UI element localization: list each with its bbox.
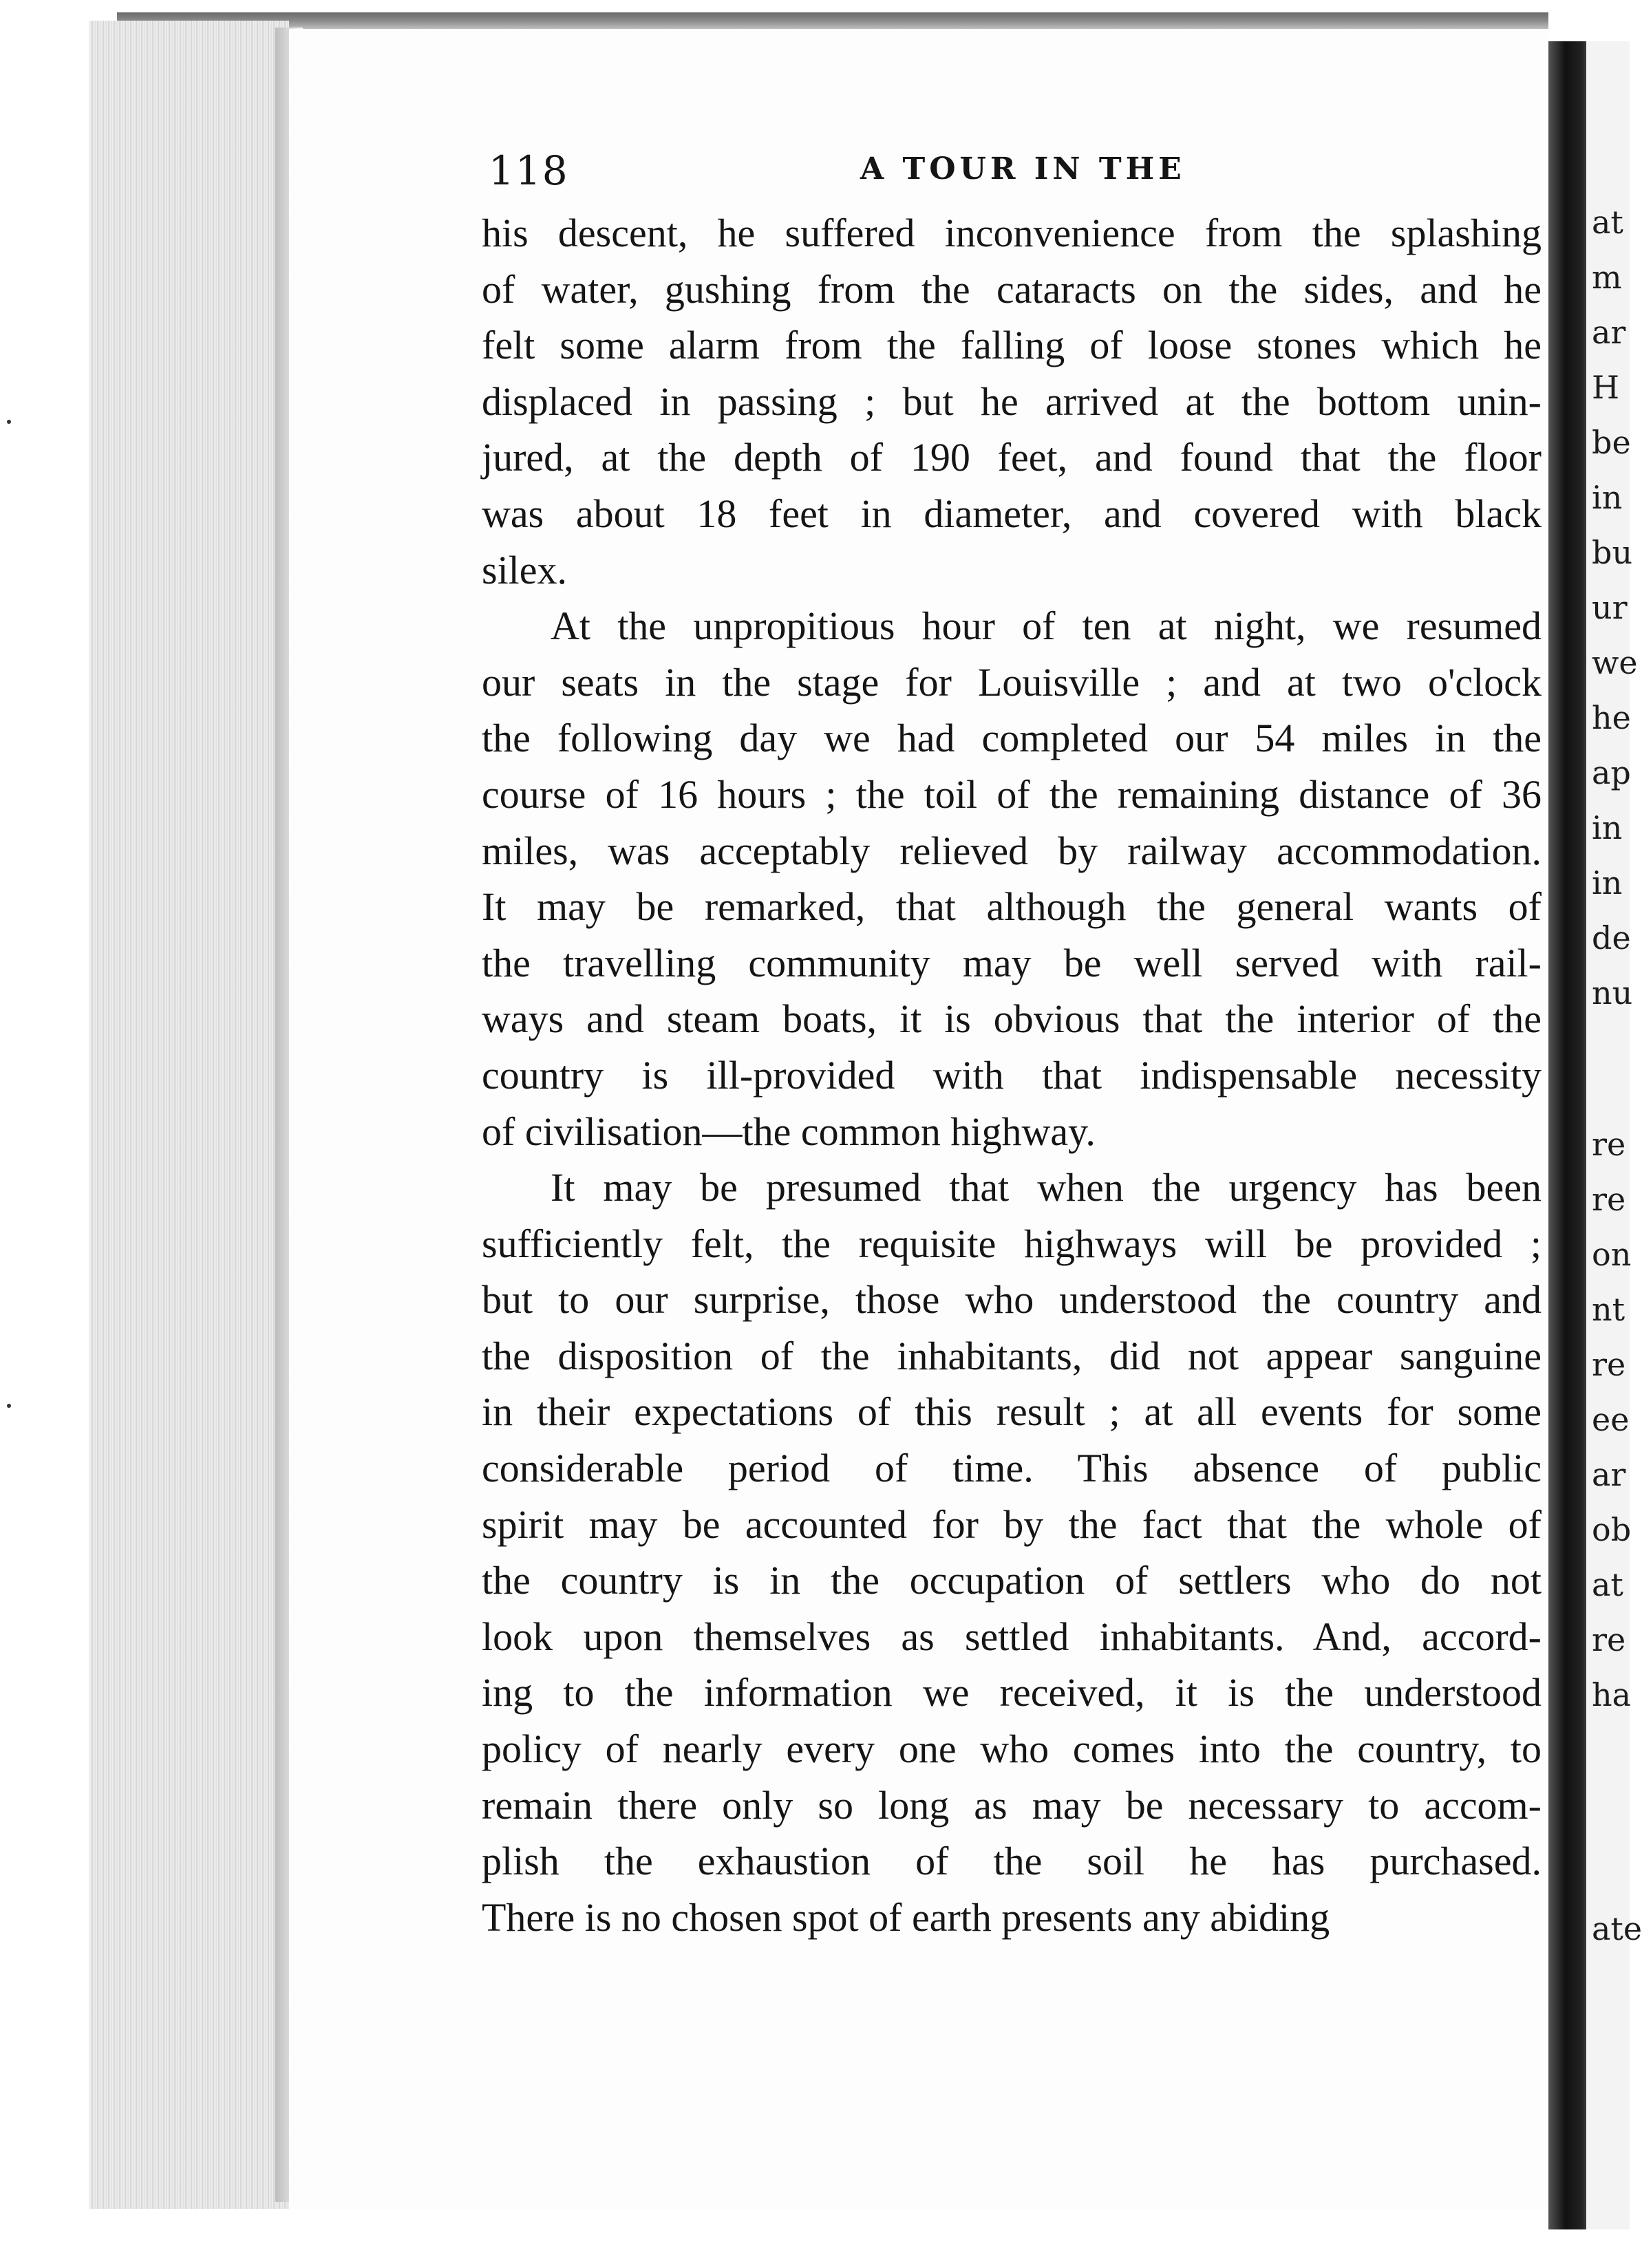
stray-dot	[7, 420, 11, 424]
text-line: miles, was acceptably relieved by railway accommodation.	[482, 828, 1542, 873]
text-line: course of 16 hours ; the toil of the remaining distance of 36	[482, 771, 1542, 817]
next-page-fragment: in	[1592, 809, 1623, 846]
text-line: spirit may be accounted for by the fact that the whole of	[482, 1501, 1542, 1547]
text-line: It may be presumed that when the urgency has been	[551, 1165, 1542, 1210]
next-page-fragment: ha	[1592, 1676, 1632, 1713]
text-line: the disposition of the inhabitants, did not appear sanguine	[482, 1333, 1542, 1378]
text-line: his descent, he suffered inconvenience from the splashing	[482, 211, 1542, 255]
next-page-fragment: ur	[1592, 589, 1628, 626]
next-page-fragment: ar	[1592, 314, 1626, 351]
next-page-fragment: be	[1592, 424, 1631, 461]
next-page-fragment: ob	[1592, 1511, 1632, 1548]
next-page-fragment: bu	[1592, 534, 1633, 571]
next-page-fragment: we	[1592, 644, 1638, 681]
paragraph	[482, 1159, 1548, 1945]
text-line: There is no chosen spot of earth presents any abiding	[482, 1894, 1330, 1940]
paragraph	[482, 205, 1548, 598]
next-page-fragment: in	[1592, 864, 1623, 901]
next-page-fragment: he	[1592, 699, 1631, 736]
text-line: country is ill-provided with that indispensable necessity	[482, 1052, 1542, 1098]
text-block	[482, 138, 1548, 1945]
adjacent-page-fragment	[1586, 41, 1642, 2229]
text-line: was about 18 feet in diameter, and covered with black	[482, 491, 1542, 536]
text-line: in their expectations of this result ; at all events for some	[482, 1389, 1542, 1435]
text-line: considerable period of time. This absence of public	[482, 1446, 1542, 1491]
text-line: our seats in the stage for Louisville ; and at two o'clock	[482, 659, 1542, 705]
next-page-fragment: at	[1592, 204, 1623, 241]
next-page-fragment: on	[1592, 1236, 1632, 1273]
next-page-fragment: ate	[1592, 1910, 1642, 1947]
text-line: plish the exhaustion of the soil he has purchased.	[482, 1839, 1542, 1884]
next-page-fragment: H	[1592, 369, 1620, 406]
text-line: remain there only so long as may be necessary to accom-	[482, 1782, 1542, 1828]
next-page-fragment: re	[1592, 1346, 1626, 1383]
next-page-fragment: ap	[1592, 754, 1631, 791]
text-line: of civilisation—the common highway.	[482, 1109, 1096, 1154]
next-page-fragment: ee	[1592, 1401, 1630, 1438]
text-line: displaced in passing ; but he arrived at the bottom unin-	[482, 378, 1542, 424]
page-number: 118	[489, 147, 569, 194]
text-line: silex.	[482, 547, 568, 592]
next-page-fragment: re	[1592, 1126, 1626, 1163]
text-line: sufficiently felt, the requisite highways will be provided ;	[482, 1221, 1542, 1266]
next-page-fragment: ar	[1592, 1456, 1626, 1493]
text-line: the following day we had completed our 54 miles in the	[482, 716, 1542, 761]
next-page-fragment: re	[1592, 1621, 1626, 1658]
text-line: look upon themselves as settled inhabitants. And, accord-	[482, 1614, 1542, 1659]
paragraph	[482, 598, 1548, 1159]
next-page-fragment: m	[1592, 259, 1622, 296]
text-line: At the unpropitious hour of ten at night, we resumed	[551, 603, 1542, 649]
next-page-fragment: in	[1592, 479, 1623, 516]
stacked-page-edges	[89, 21, 289, 2209]
text-line: the country is in the occupation of settlers who do not	[482, 1558, 1542, 1603]
text-line: jured, at the depth of 190 feet, and found that the floor	[482, 435, 1542, 480]
running-title: A TOUR IN THE	[860, 151, 1186, 186]
stray-dot	[7, 1404, 11, 1408]
running-head	[482, 138, 1548, 200]
next-page-fragment: de	[1592, 919, 1631, 956]
text-line: policy of nearly every one who comes into the country, to	[482, 1726, 1542, 1772]
next-page-fragment: nt	[1592, 1291, 1625, 1328]
text-line: of water, gushing from the cataracts on the sides, and he	[482, 266, 1542, 312]
text-line: ways and steam boats, it is obvious that the interior of the	[482, 996, 1542, 1042]
text-line: ing to the information we received, it is the understood	[482, 1670, 1542, 1715]
next-page-fragment: re	[1592, 1181, 1626, 1218]
text-line: It may be remarked, that although the general wants of	[482, 884, 1542, 930]
text-line: the travelling community may be well served with rail-	[482, 940, 1542, 985]
body-text	[482, 205, 1548, 1945]
text-line: but to our surprise, those who understood the country and	[482, 1277, 1542, 1323]
next-page-fragment: at	[1592, 1566, 1623, 1603]
text-line: felt some alarm from the falling of loose stones which he	[482, 323, 1542, 368]
next-page-fragment: nu	[1592, 974, 1633, 1012]
